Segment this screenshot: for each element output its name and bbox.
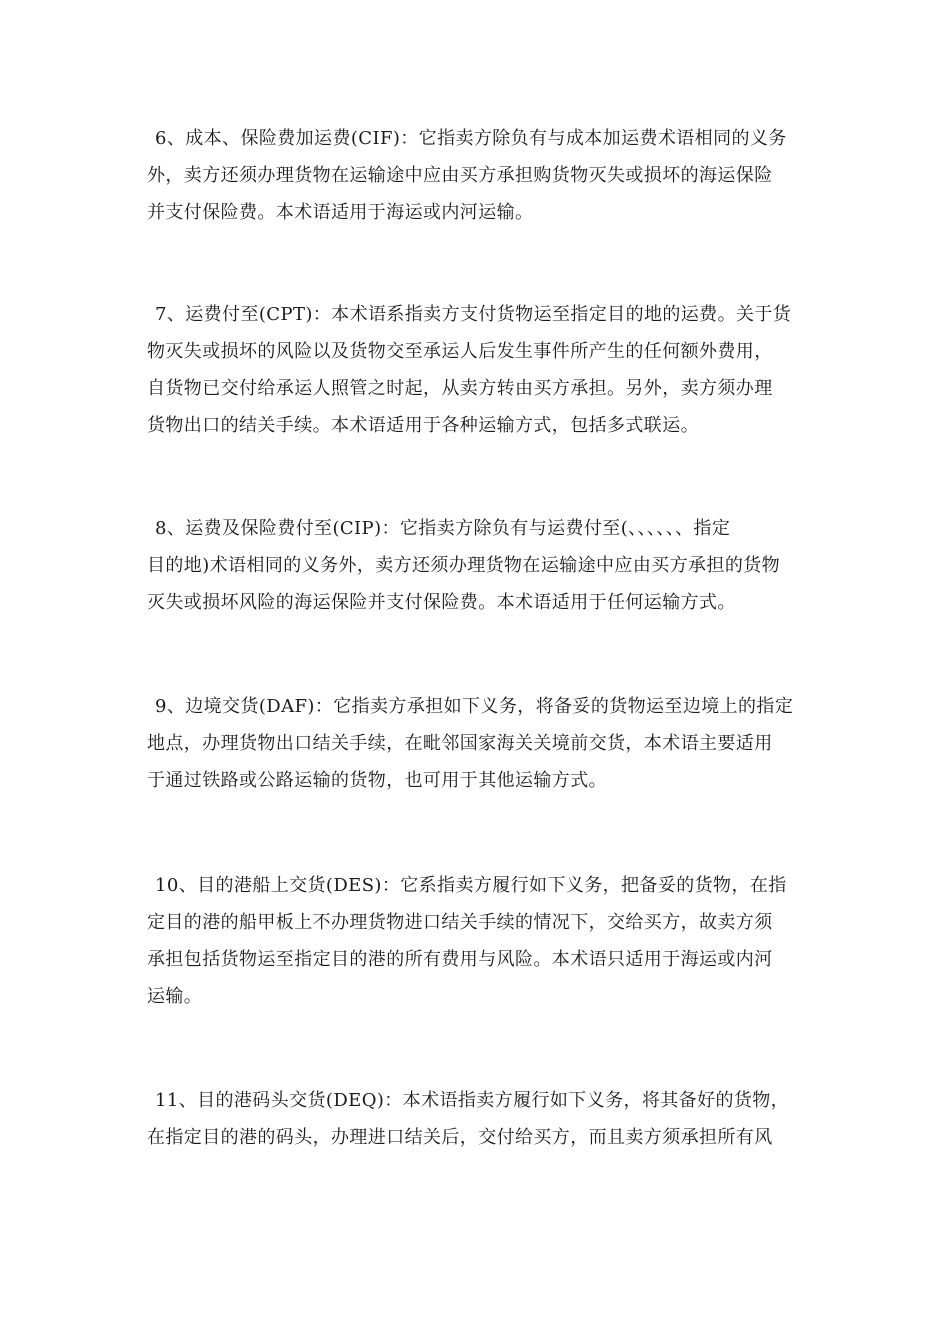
paragraph-deq <box>147 1082 809 1156</box>
paragraph-line: 目的地)术语相同的义务外，卖方还须办理货物在运输途中应由买方承担的货物 <box>147 555 781 576</box>
paragraph-line: 外，卖方还须办理货物在运输途中应由买方承担购货物灭失或损坏的海运保险 <box>147 165 773 186</box>
paragraph-line: 9、边境交货(DAF)：它指卖方承担如下义务，将备妥的货物运至边境上的指定 <box>155 696 794 717</box>
paragraph-cpt <box>147 296 809 444</box>
paragraph-line: 10、目的港船上交货(DES)：它系指卖方履行如下义务，把备妥的货物，在指 <box>155 875 787 896</box>
paragraph-line: 并支付保险费。本术语适用于海运或内河运输。 <box>147 202 534 223</box>
paragraph-cif <box>147 120 809 231</box>
paragraph-line: 货物出口的结关手续。本术语适用于各种运输方式，包括多式联运。 <box>147 415 699 436</box>
paragraph-daf <box>147 688 809 799</box>
paragraph-line: 定目的港的船甲板上不办理货物进口结关手续的情况下，交给买方，故卖方须 <box>147 912 773 933</box>
paragraph-line: 于通过铁路或公路运输的货物，也可用于其他运输方式。 <box>147 770 607 791</box>
paragraph-line: 7、运费付至(CPT)：本术语系指卖方支付货物运至指定目的地的运费。关于货 <box>155 304 792 325</box>
paragraph-line: 灭失或损坏风险的海运保险并支付保险费。本术语适用于任何运输方式。 <box>147 592 736 613</box>
paragraph-line: 8、运费及保险费付至(CIP)：它指卖方除负有与运费付至(、、、、、、指定 <box>155 518 731 539</box>
paragraph-line: 承担包括货物运至指定目的港的所有费用与风险。本术语只适用于海运或内河 <box>147 949 773 970</box>
paragraph-line: 6、成本、保险费加运费(CIF)：它指卖方除负有与成本加运费术语相同的义务 <box>155 128 787 149</box>
paragraph-line: 11、目的港码头交货(DEQ)：本术语指卖方履行如下义务，将其备好的货物， <box>155 1090 790 1111</box>
paragraph-line: 在指定目的港的码头，办理进口结关后，交付给买方，而且卖方须承担所有风 <box>147 1127 773 1148</box>
paragraph-line: 物灭失或损坏的风险以及货物交至承运人后发生事件所产生的任何额外费用， <box>147 341 773 362</box>
paragraph-line: 自货物已交付给承运人照管之时起，从卖方转由买方承担。另外，卖方须办理 <box>147 378 773 399</box>
paragraph-des <box>147 867 809 1015</box>
paragraph-cip <box>147 510 809 621</box>
paragraph-line: 地点，办理货物出口结关手续，在毗邻国家海关关境前交货，本术语主要适用 <box>147 733 773 754</box>
paragraph-line: 运输。 <box>147 986 203 1007</box>
